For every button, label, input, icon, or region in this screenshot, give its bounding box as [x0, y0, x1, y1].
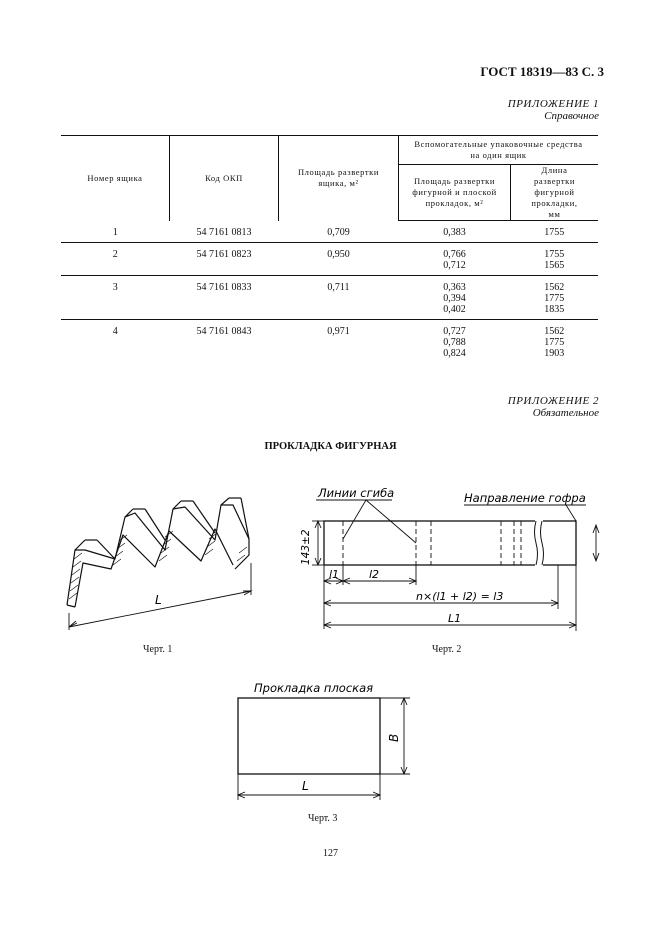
drawing-2-unfolded-insert: [296, 485, 606, 635]
cell-aux-length-value: 1562: [544, 326, 565, 337]
cell-aux-length-value: 1903: [544, 348, 565, 359]
drawing-3-flat-insert: [232, 680, 422, 805]
appendix-1-title: ПРИЛОЖЕНИЕ 1: [507, 98, 599, 110]
cell-aux-area-value: 0,363: [443, 282, 466, 293]
cell-okp-code: 54 7161 0833: [170, 276, 279, 320]
flat-insert-label-B: B: [387, 733, 401, 742]
appendix-2-subtitle: Обязательное: [532, 407, 599, 419]
cell-box-area: 0,709: [279, 221, 399, 243]
cell-aux-length-value: 1835: [544, 304, 565, 315]
cell-aux-length: [511, 320, 599, 364]
cell-aux-area: [399, 276, 511, 320]
cell-aux-area-value: 0,383: [443, 227, 466, 238]
cell-aux-area-value: 0,824: [443, 348, 466, 359]
section-title: ПРОКЛАДКА ФИГУРНАЯ: [264, 441, 397, 452]
cell-aux-length-value: 1755: [544, 227, 565, 238]
cell-aux-length-value: 1775: [544, 337, 565, 348]
cell-aux-length-value: 1562: [544, 282, 565, 293]
flat-insert-rect: [238, 698, 380, 774]
drawing-1-label-L: L: [155, 593, 162, 607]
header-box-number: Номер ящика: [61, 136, 170, 221]
cell-aux-length: [511, 243, 599, 276]
formula-label: n×(l1 + l2) = l3: [416, 590, 504, 603]
cell-aux-length: [511, 221, 599, 243]
cell-box-area: 0,950: [279, 243, 399, 276]
table-row: [61, 276, 598, 320]
page-number: 127: [323, 848, 338, 859]
cell-aux-length-value: 1775: [544, 293, 565, 304]
appendix-2-heading: [508, 395, 599, 419]
L1-label: L1: [448, 612, 462, 625]
table-row: [61, 221, 598, 243]
l1-label: l1: [329, 568, 340, 581]
cell-box-number: 3: [61, 276, 170, 320]
drawing-3-caption: Черт. 3: [308, 813, 338, 824]
appendix-2-title: ПРИЛОЖЕНИЕ 2: [507, 395, 599, 407]
cell-aux-area-value: 0,727: [443, 326, 466, 337]
cell-aux-area-value: 0,766: [443, 249, 466, 260]
table-row: [61, 243, 598, 276]
header-okp-code: Код ОКП: [170, 136, 279, 221]
corrugation-direction-label: Направление гофра: [464, 491, 586, 505]
cell-aux-area: [399, 221, 511, 243]
height-dimension: 143±2: [300, 529, 312, 565]
data-table: [61, 135, 598, 363]
appendix-1-subtitle: Справочное: [544, 110, 599, 122]
fold-lines-label: Линии сгиба: [318, 486, 395, 500]
cell-box-number: 4: [112, 326, 118, 337]
appendix-1-heading: [508, 98, 599, 122]
header-aux-length: Длина развертки фигурной прокладки, мм: [511, 165, 599, 221]
cell-aux-length-value: 1755: [544, 249, 565, 260]
cell-box-area: 0,971: [327, 326, 350, 337]
drawing-2-caption: Черт. 2: [432, 644, 462, 655]
cell-box-number: 1: [61, 221, 170, 243]
cell-okp-code: 54 7161 0813: [170, 221, 279, 243]
cell-aux-area-value: 0,712: [443, 260, 466, 271]
cell-box-area: 0,711: [279, 276, 399, 320]
cell-aux-area-value: 0,394: [443, 293, 466, 304]
header-box-area: Площадь развертки ящика, м²: [279, 136, 399, 221]
cell-aux-length: [511, 276, 599, 320]
zigzag-outer: [67, 505, 249, 605]
flat-insert-title: Прокладка плоская: [254, 681, 374, 695]
cell-aux-area: [399, 243, 511, 276]
l2-label: l2: [369, 568, 380, 581]
header-aux-means: Вспомогательные упаковочные средства на один ящик: [399, 136, 599, 165]
cell-box-number: 2: [61, 243, 170, 276]
header-aux-area: Площадь развертки фигурной и плоской прокладок, м²: [399, 165, 511, 221]
flat-insert-label-L: L: [302, 779, 309, 793]
cell-aux-area-value: 0,402: [443, 304, 466, 315]
cell-okp-code: 54 7161 0843: [196, 326, 252, 337]
document-header: ГОСТ 18319—83 С. 3: [480, 64, 604, 79]
cell-aux-area-value: 0,788: [443, 337, 466, 348]
drawing-1-figured-insert: [55, 495, 265, 640]
cell-aux-length-value: 1565: [544, 260, 565, 271]
cell-okp-code: 54 7161 0823: [170, 243, 279, 276]
cell-aux-area: [399, 320, 511, 364]
table-row: [61, 320, 598, 364]
zigzag-inner: [75, 529, 233, 607]
drawing-1-caption: Черт. 1: [143, 644, 173, 655]
